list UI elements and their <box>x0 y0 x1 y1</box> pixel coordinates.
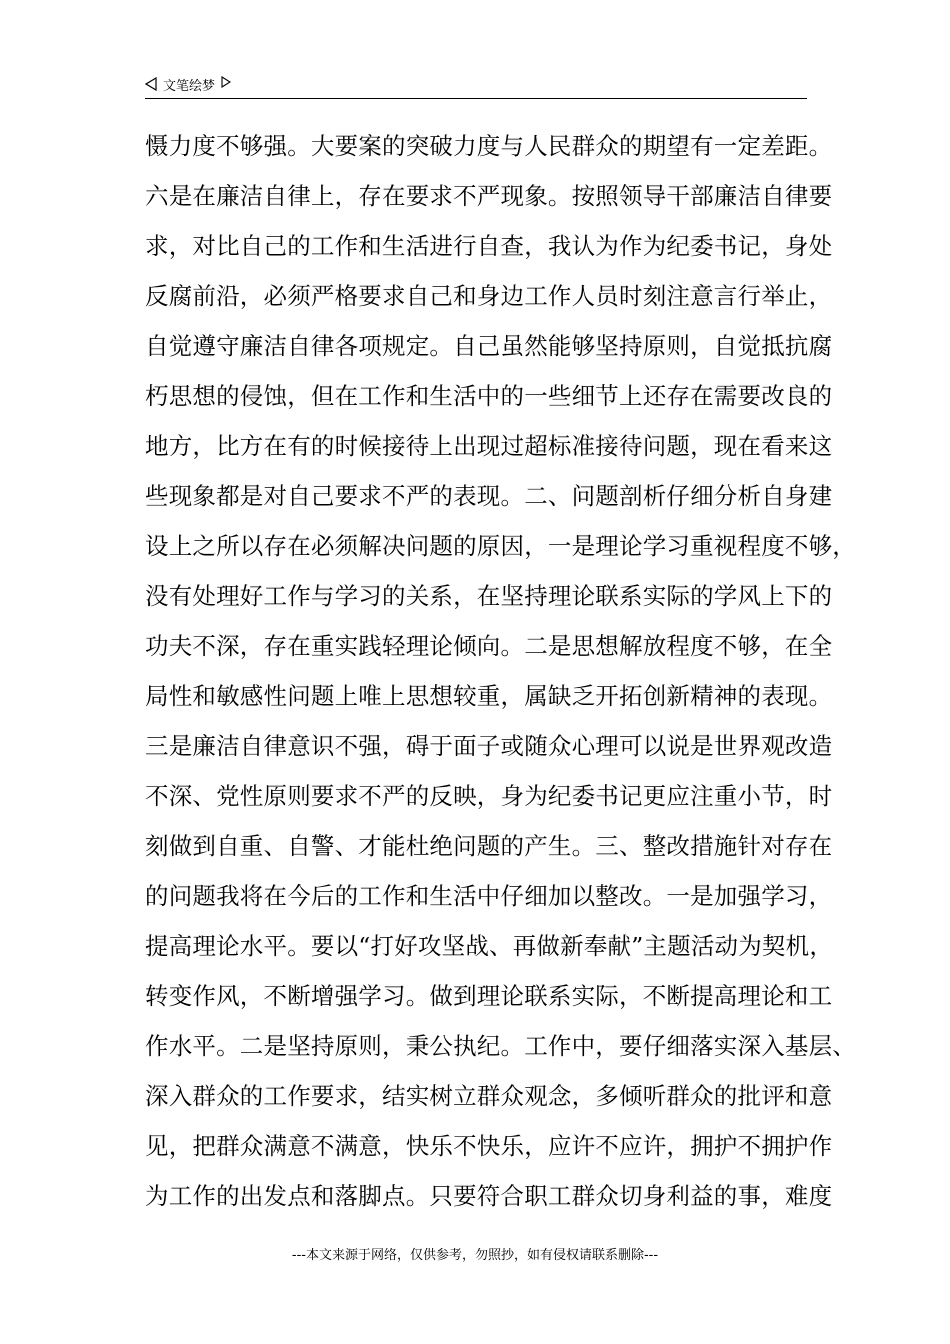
text-line: 三是廉洁自律意识不强，碍于面子或随众心理可以说是世界观改造 <box>145 732 833 760</box>
text-line: 的问题我将在今后的工作和生活中仔细加以整改。一是加强学习， <box>145 882 833 910</box>
text-line: 朽思想的侵蚀，但在工作和生活中的一些细节上还存在需要改良的 <box>145 382 833 410</box>
triangle-right-outline-icon <box>221 76 231 88</box>
text-line: 没有处理好工作与学习的关系，在坚持理论联系实际的学风上下的 <box>145 582 833 610</box>
text-line: 局性和敏感性问题上唯上思想较重，属缺乏开拓创新精神的表现。 <box>145 682 833 710</box>
text-line: 功夫不深，存在重实践轻理论倾向。二是思想解放程度不够，在全 <box>145 632 833 660</box>
text-line: 六是在廉洁自律上，存在要求不严现象。按照领导干部廉洁自律要 <box>145 182 833 210</box>
text-line: 地方，比方在有的时候接待上出现过超标准接待问题，现在看来这 <box>145 432 833 460</box>
text-line: 不深、党性原则要求不严的反映，身为纪委书记更应注重小节，时 <box>145 782 833 810</box>
text-line: 深入群众的工作要求，结实树立群众观念，多倾听群众的批评和意 <box>145 1082 833 1110</box>
text-line: 作水平。二是坚持原则，秉公执纪。工作中，要仔细落实深入基层、 <box>145 1032 856 1060</box>
text-line: 见，把群众满意不满意，快乐不快乐，应许不应许，拥护不拥护作 <box>145 1132 833 1160</box>
footer-notice: ---本文来源于网络，仅供参考，勿照抄，如有侵权请联系删除--- <box>291 1248 659 1263</box>
document-body <box>145 128 856 1228</box>
header-brand-group <box>145 74 231 94</box>
text-line: 提高理论水平。要以“打好攻坚战、再做新奉献”主题活动为契机， <box>145 932 834 960</box>
page-header <box>145 74 807 99</box>
text-line: 设上之所以存在必须解决问题的原因，一是理论学习重视程度不够， <box>145 532 856 560</box>
text-line: 求，对比自己的工作和生活进行自查，我认为作为纪委书记，身处 <box>145 232 833 260</box>
text-line: 反腐前沿，必须严格要求自己和身边工作人员时刻注意言行举止， <box>145 282 833 310</box>
header-brand: 文笔绘梦 <box>163 78 216 94</box>
triangle-left-outline-icon <box>145 77 157 91</box>
text-line: 刻做到自重、自警、才能杜绝问题的产生。三、整改措施针对存在 <box>145 832 833 860</box>
text-line: 慑力度不够强。大要案的突破力度与人民群众的期望有一定差距。 <box>145 132 833 160</box>
text-line: 为工作的出发点和落脚点。只要符合职工群众切身利益的事，难度 <box>145 1182 833 1210</box>
text-line: 转变作风，不断增强学习。做到理论联系实际，不断提高理论和工 <box>145 982 833 1010</box>
text-line: 些现象都是对自己要求不严的表现。二、问题剖析仔细分析自身建 <box>145 482 833 510</box>
text-line: 自觉遵守廉洁自律各项规定。自己虽然能够坚持原则，自觉抵抗腐 <box>145 332 833 360</box>
